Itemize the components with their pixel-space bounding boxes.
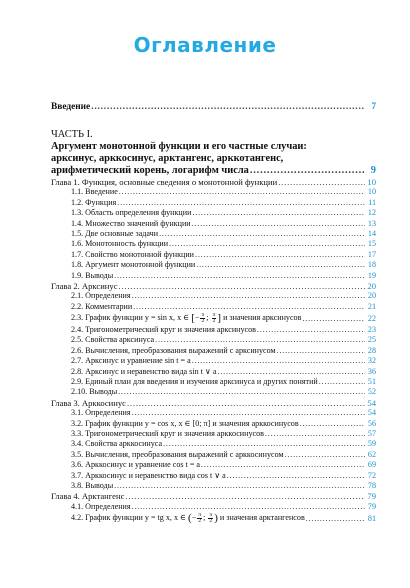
dot-leader xyxy=(192,219,365,229)
toc-page-number: 54 xyxy=(367,397,376,408)
toc-page-number: 72 xyxy=(367,470,376,480)
toc-entry-label: 2.10. Выводы xyxy=(71,387,118,397)
toc-page-number: 10 xyxy=(367,176,376,187)
toc-entry-label: 3.7. Арккосинус и неравенство вида cos t ∨ a xyxy=(71,470,226,480)
toc-entry-label: 3.5. Вычисления, преобразования выражений с арккосинусом xyxy=(71,449,284,459)
toc-section-entry[interactable] xyxy=(51,335,376,345)
toc-page-number: 62 xyxy=(367,449,376,459)
toc-entry-label: 2.6. Вычисления, преобразования выражений с арксинусом xyxy=(71,345,276,355)
toc-section-entry[interactable] xyxy=(51,356,376,366)
dot-leader xyxy=(201,460,365,470)
fraction-numerator: π xyxy=(209,511,213,518)
toc-entry-label: 1.1. Введение xyxy=(71,187,118,197)
toc-entry-label: 2.8. Арксинус и неравенство вида sin t ∨ a xyxy=(71,366,217,376)
toc-section-entry[interactable] xyxy=(51,219,376,229)
dot-leader xyxy=(278,177,365,187)
formula-bracket: [ xyxy=(191,312,195,325)
toc-page-number: 36 xyxy=(367,366,376,376)
formula-bracket: ) xyxy=(214,512,218,525)
toc-page-number: 79 xyxy=(367,491,376,502)
table-of-contents xyxy=(51,100,376,525)
toc-entry-label: 3.1. Определения xyxy=(71,408,131,418)
toc-page-number: 81 xyxy=(367,514,376,524)
formula-sign: − xyxy=(191,513,197,523)
toc-entry-label: 3.6. Арккосинус и уравнение cos t = a xyxy=(71,460,201,470)
fraction-numerator: π xyxy=(212,311,216,318)
toc-entry-label: 3.2. График функции y = cos x, x ∈ [0; π] и значения арккосинусов xyxy=(71,418,299,428)
toc-entry-intro[interactable] xyxy=(51,100,376,112)
toc-entry-label: 2.5. Свойства арксинуса xyxy=(71,335,155,345)
toc-entry-label: Глава 1. Функция, основные сведения о монотонной функции xyxy=(51,176,278,187)
toc-section-entry[interactable] xyxy=(51,460,376,470)
dot-leader xyxy=(132,408,365,418)
formula-bracket: ] xyxy=(217,312,222,325)
toc-section-entry[interactable] xyxy=(51,450,376,460)
dot-leader xyxy=(163,439,365,449)
toc-entry-label: 2.1. Определения xyxy=(71,291,131,301)
toc-section-entry[interactable] xyxy=(51,187,376,197)
toc-page-number: 22 xyxy=(367,314,376,324)
toc-page-number: 13 xyxy=(367,218,376,228)
dot-leader xyxy=(300,419,365,429)
toc-page-number: 79 xyxy=(367,501,376,511)
toc-section-entry[interactable] xyxy=(51,291,376,301)
toc-section-entry[interactable] xyxy=(51,325,376,335)
dot-leader xyxy=(302,312,365,325)
toc-section-entry[interactable] xyxy=(51,271,376,281)
toc-page-number: 54 xyxy=(367,408,376,418)
part-title-line: арксинус, арккосинус, арктангенс, арккотангенс, xyxy=(51,153,284,164)
toc-page-number: 20 xyxy=(367,291,376,301)
toc-section-entry[interactable] xyxy=(51,439,376,449)
toc-page-number: 12 xyxy=(367,208,376,218)
dot-leader xyxy=(117,198,365,208)
dot-leader xyxy=(159,229,365,239)
toc-page-number: 78 xyxy=(367,480,376,490)
toc-section-entry[interactable] xyxy=(51,481,376,491)
toc-entry-label: 1.7. Свойство монотонной функции xyxy=(71,249,195,259)
dot-leader xyxy=(169,239,365,249)
dot-leader xyxy=(155,335,365,345)
dot-leader xyxy=(285,450,365,460)
toc-entry-label: 4.1. Определения xyxy=(71,501,131,511)
toc-entry-label: Введение xyxy=(51,101,91,112)
toc-section-entry[interactable] xyxy=(51,471,376,481)
toc-entry-label xyxy=(71,511,305,525)
toc-page-number: 7 xyxy=(371,101,376,112)
toc-entry-label: 1.2. Функция xyxy=(71,197,117,207)
formula-fraction xyxy=(208,513,213,524)
toc-entry-label: 3.4. Свойства арккосинуса xyxy=(71,439,163,449)
toc-page-number: 9 xyxy=(370,165,376,176)
toc-page-number: 15 xyxy=(367,239,376,249)
toc-section-entry[interactable] xyxy=(51,367,376,377)
toc-entry-label: 1.8. Аргумент монотонной функции xyxy=(71,260,196,270)
dot-leader xyxy=(257,325,365,335)
formula-bracket: ( xyxy=(188,512,192,525)
toc-entry-label: 1.5. Две основные задачи xyxy=(71,228,159,238)
dot-leader xyxy=(91,102,365,112)
toc-chapter-entry[interactable] xyxy=(51,281,376,291)
dot-leader xyxy=(306,512,365,525)
dot-leader xyxy=(118,387,365,397)
dot-leader xyxy=(217,367,365,377)
dot-leader xyxy=(195,250,365,260)
dot-leader xyxy=(192,208,365,218)
toc-page-number: 57 xyxy=(367,428,376,438)
dot-leader xyxy=(119,281,365,291)
toc-page-number: 18 xyxy=(367,260,376,270)
toc-chapter-entry[interactable] xyxy=(51,398,376,408)
toc-page-number: 21 xyxy=(367,301,376,311)
dot-leader xyxy=(192,356,365,366)
toc-entry-label: 1.3. Область определения функции xyxy=(71,208,192,218)
fraction-numerator: π xyxy=(198,511,202,518)
toc-entry-label: 2.2. Комментарии xyxy=(71,301,133,311)
toc-section-entry[interactable] xyxy=(51,377,376,387)
toc-page-number: 17 xyxy=(367,249,376,259)
toc-section-entry[interactable] xyxy=(51,312,376,325)
toc-section-entry[interactable] xyxy=(51,229,376,239)
toc-section-entry[interactable] xyxy=(51,239,376,249)
dot-leader xyxy=(250,165,365,177)
formula-separator: ; xyxy=(203,513,208,523)
toc-page-number: 11 xyxy=(368,197,376,207)
toc-page-number: 19 xyxy=(367,270,376,280)
toc-page-number: 25 xyxy=(367,335,376,345)
fraction-denominator: 2 xyxy=(212,317,216,324)
dot-leader xyxy=(265,429,365,439)
toc-entry-label: 1.4. Множество значений функции xyxy=(71,218,191,228)
toc-entry-label: 3.3. Тригонометрический круг и значения арккосинусов xyxy=(71,428,264,438)
part-title-line: Аргумент монотонной функции и его частные случаи: xyxy=(51,141,307,152)
toc-section-entry[interactable] xyxy=(51,208,376,218)
dot-leader xyxy=(114,481,365,491)
toc-section-entry[interactable] xyxy=(51,387,376,397)
toc-entry-part1[interactable] xyxy=(51,165,376,177)
toc-section-entry[interactable] xyxy=(51,250,376,260)
toc-entry-label: Глава 3. Арккосинус xyxy=(51,397,126,408)
toc-entry-label: Глава 4. Арктангенс xyxy=(51,491,125,502)
toc-section-entry[interactable] xyxy=(51,346,376,356)
dot-leader xyxy=(196,260,365,270)
toc-section-entry[interactable] xyxy=(51,419,376,429)
toc-page-number: 20 xyxy=(367,280,376,291)
formula-sign: − xyxy=(194,313,200,323)
toc-entry-label: 3.8. Выводы xyxy=(71,480,114,490)
toc-entry-label: 1.9. Выводы xyxy=(71,270,114,280)
formula-text: 2.3. График функции y = sin x, x ∈ xyxy=(71,313,192,323)
toc-section-entry[interactable] xyxy=(51,408,376,418)
toc-section-entry[interactable] xyxy=(51,198,376,208)
dot-leader xyxy=(132,291,365,301)
toc-page-number: 52 xyxy=(367,387,376,397)
toc-chapter-entry[interactable] xyxy=(51,491,376,501)
toc-entry-label xyxy=(71,311,301,325)
toc-page-number: 51 xyxy=(367,377,376,387)
toc-section-entry[interactable] xyxy=(51,512,376,525)
dot-leader xyxy=(119,187,365,197)
dot-leader xyxy=(277,346,365,356)
formula-fraction xyxy=(200,313,205,324)
toc-page-number: 32 xyxy=(367,356,376,366)
toc-entry-label: Глава 2. Арксинус xyxy=(51,280,118,291)
toc-page-number: 56 xyxy=(367,418,376,428)
part-title-line: арифметический корень, логарифм числа xyxy=(51,165,249,176)
page-title: Оглавление xyxy=(133,33,277,57)
formula-tail: и значения арктангенсов xyxy=(217,513,305,523)
toc-page-number: 10 xyxy=(367,187,376,197)
toc-entries xyxy=(51,177,376,525)
toc-page-number: 23 xyxy=(367,325,376,335)
fraction-denominator: 2 xyxy=(209,517,213,524)
toc-section-entry[interactable] xyxy=(51,429,376,439)
formula-text: 4.2. График функции y = tg x, x ∈ xyxy=(71,513,189,523)
formula-fraction xyxy=(197,513,202,524)
formula-tail: и значения арксинусов xyxy=(221,313,302,323)
formula-separator: ; xyxy=(206,313,211,323)
toc-page-number: 14 xyxy=(367,228,376,238)
toc-section-entry[interactable] xyxy=(51,260,376,270)
toc-page-number: 69 xyxy=(367,460,376,470)
dot-leader xyxy=(125,491,365,501)
toc-page-number: 59 xyxy=(367,439,376,449)
toc-entry-label: 2.7. Арксинус и уравнение sin t = a xyxy=(71,356,191,366)
part-label: ЧАСТЬ I. xyxy=(51,129,93,140)
toc-page-number: 28 xyxy=(367,345,376,355)
fraction-denominator: 2 xyxy=(201,317,205,324)
dot-leader xyxy=(227,471,365,481)
toc-entry-label: 2.4. Тригонометрический круг и значения арксинусов xyxy=(71,325,256,335)
toc-chapter-entry[interactable] xyxy=(51,177,376,187)
dot-leader xyxy=(127,398,365,408)
toc-entry-label: 2.9. Единый план для введения и изучения арксинуса и других понятий xyxy=(71,377,318,387)
fraction-numerator: π xyxy=(201,311,205,318)
formula-fraction xyxy=(212,313,217,324)
toc-entry-label: 1.6. Монотонность функции xyxy=(71,239,169,249)
dot-leader xyxy=(114,271,365,281)
fraction-denominator: 2 xyxy=(198,517,202,524)
dot-leader xyxy=(319,377,365,387)
